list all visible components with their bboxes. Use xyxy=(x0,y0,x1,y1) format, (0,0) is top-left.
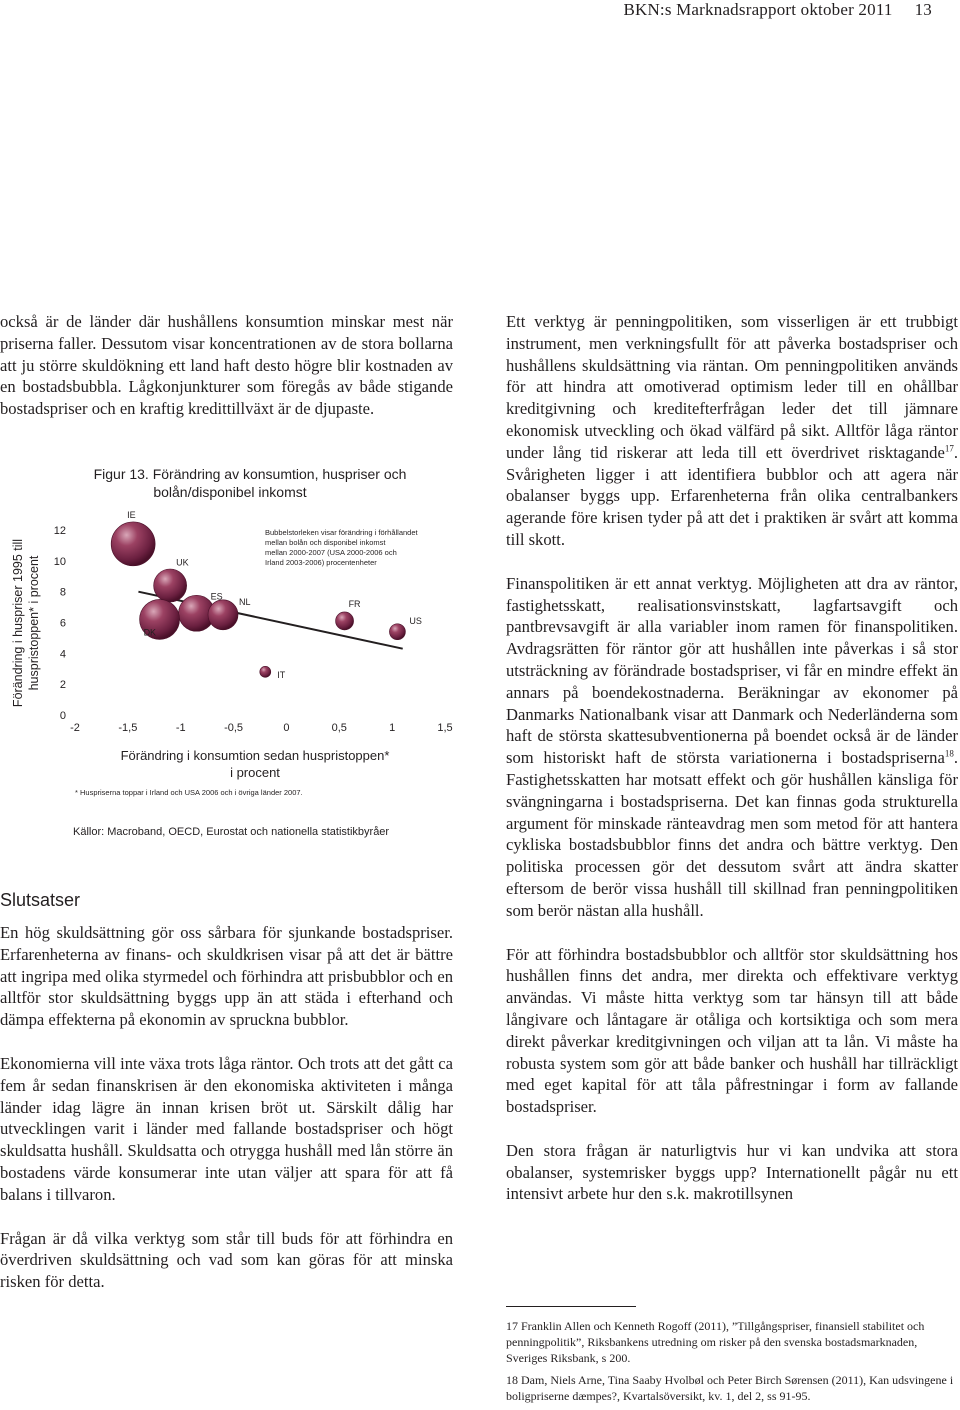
y-tick-label: 6 xyxy=(59,617,66,630)
bubble-nl xyxy=(208,600,238,630)
footnote-divider xyxy=(506,1306,636,1307)
y-tick-label: 12 xyxy=(53,525,66,537)
legend-note-1: Bubbelstorleken visar förändring i förhållandet xyxy=(265,528,418,537)
chart-title-2: bolån/disponibel inkomst xyxy=(153,484,307,500)
paragraph-text: . Fastighetsskatten har motsatt effekt och gör hushållen känsliga för svängningarna i bostadspriserna. Det kan finnas goda strukturella argument för minskade ränteavdrag men som metod för att hantera cykliska bostadsbubblor finns det andra och bättre verktyg. Den politiska processen gör det dessutom svårt att ändra skatter eftersom de berör vissa hushåll till skillnad fran penningpolitiken som berör nästan alla hushåll. xyxy=(506,748,958,920)
figure-13 xyxy=(0,455,470,875)
paragraph-text: Finanspolitiken är ett annat verktyg. Möjligheten att dra av räntor, fastighetsskatt, realisationsvinstskatt, lagfartsavgift och pantbrevsavgift är alla variabler inom ramen för finanspolitiken. Avdragsrätten för räntor gör att hushållen inte påverkas i så stor utsträckning av förändrade bostadspriser, vi får en mindre effekt än annars på boendekostnaderna. Beräkningar av ekonomer på Danmarks Nationalbank visar att Danmark och Nederländerna som haft de största skattesubventionerna på boendet också är de länder som historiskt haft de största variationerna i bostadspriserna xyxy=(506,573,958,768)
x-tick-label: -0,5 xyxy=(224,722,244,734)
bubble-label-uk: UK xyxy=(176,557,189,568)
left-column-bottom xyxy=(0,922,453,1315)
bubble-us xyxy=(389,624,405,640)
x-tick-label: 0,5 xyxy=(331,722,347,734)
y-tick-label: 4 xyxy=(59,648,66,661)
y-axis-label-1: Förändring i huspriser 1995 till xyxy=(11,538,25,708)
y-tick-label: 2 xyxy=(59,679,66,692)
x-axis-label-1: Förändring i konsumtion sedan huspristoppen* xyxy=(120,748,390,763)
x-tick-label: 1 xyxy=(389,722,396,734)
footnote-ref-18[interactable]: 18 xyxy=(944,748,954,759)
footnotes xyxy=(506,1318,958,1410)
figure-source: Källor: Macroband, OECD, Eurostat och nationella statistikbyråer xyxy=(73,826,390,838)
paragraph-text: Ett verktyg är penningpolitiken, som visserligen är ett trubbigt instrument, men verkningsfullt för att påverka bostadspriser och hushållens skuldsättning via räntan. Om penningpolitiken används för att hindra att omotiverad optimism leder till en ohållbar kreditgivning och kreditefterfrågan leder det till jämnare ekonomisk utveckling och ökad välfärd på sikt. Alltför låga räntor under lång tid riskerar att leda till ett överdrivet risktagande xyxy=(506,312,958,462)
paragraph: En hög skuldsättning gör oss sårbara för sjunkande bostadspriser. Erfarenheterna av finans- och skuldkrisen visar på att det är bättre att ingripa med olika styrmedel och förhindra att prisbubblor och en alltför stor skuldsättning byggs upp än att städa i efterhand och dämpa effekterna på ekonomin av spruckna bubblor. xyxy=(0,923,453,1030)
report-title: BKN:s Marknadsrapport oktober 2011 xyxy=(623,0,893,19)
left-column-top xyxy=(0,311,453,442)
footnote-17: 17 Franklin Allen och Kenneth Rogoff (2011), ”Tillgångspriser, finansiell stabilitet och penningpolitik”, Riksbankens utredning om risker på den svenska bostadsmarknaden, Sveriges Riksbank, s 200. xyxy=(506,1319,925,1365)
bubble-label-dk: DK xyxy=(143,627,157,638)
paragraph xyxy=(506,311,958,551)
paragraph: också är de länder där hushållens konsumtion minskar mest när priserna faller. Dessutom visar koncentrationen av de stora bollarna att ju större skuldökning ett land haft desto högre blir kostnaden av en bostadsbubbla. Lågkonjunkturer som föregås av både stigande bostadspriser och en kraftig kredittillväxt är de djupaste. xyxy=(0,312,453,419)
paragraph: Frågan är då vilka verktyg som står till buds för att förhindra en överdriven skuldsättning och vad som kan göras för att minska risken för detta. xyxy=(0,1228,453,1292)
y-axis-label-2: huspristoppen* i procent xyxy=(27,555,41,691)
chart-title-1: Figur 13. Förändring av konsumtion, huspriser och xyxy=(93,466,407,482)
footnote-18: 18 Dam, Niels Arne, Tina Saaby Hvolbøl och Peter Birch Sørensen (2011), Kan udsvingene i boligpriserne dæmpes?, Kvartalsöversikt, kv. 1, del 2, ss 91-95. xyxy=(506,1373,954,1403)
bubble-label-nl: NL xyxy=(239,596,251,607)
paragraph xyxy=(506,573,958,922)
bubble-ie xyxy=(111,522,155,566)
figure-footnote: * Huspriserna toppar i Irland och USA 2006 och i övriga länder 2007. xyxy=(75,788,303,797)
bubble-fr xyxy=(336,612,354,630)
bubble-label-fr: FR xyxy=(348,598,361,609)
section-heading: Slutsatser xyxy=(0,890,81,910)
y-tick-label: 0 xyxy=(59,710,66,722)
x-axis-label-2: i procent xyxy=(230,765,280,780)
x-tick-label: 1,5 xyxy=(437,722,453,734)
legend-note-4: Irland 2003-2006) procentenheter xyxy=(265,558,377,567)
y-tick-label: 10 xyxy=(53,555,66,568)
x-tick-label: -2 xyxy=(70,722,80,734)
paragraph: Ekonomierna vill inte växa trots låga räntor. Och trots att det gått ca fem år sedan finanskrisen är den ekonomiska aktiviteten i många länder idag lägre än innan krisen bröt ut. Särskilt dålig har utvecklingen varit i länder med fallande bostadspriser och högt skuldsatta hushåll. Skuldsatta och otrygga hushåll med lån större än bostadens värde konsumerar inte utan väljer att spara för att få balans i tillvaron. xyxy=(0,1053,453,1204)
bubble-it xyxy=(260,666,271,677)
x-tick-label: 0 xyxy=(283,722,290,734)
legend-note-3: mellan 2000-2007 (USA 2000-2006 och xyxy=(265,548,397,557)
bubble-chart xyxy=(0,455,470,875)
x-tick-label: -1 xyxy=(175,722,186,734)
bubble-label-us: US xyxy=(409,615,422,626)
page-header xyxy=(623,0,932,20)
legend-note-2: mellan bolån och disponibel inkomst xyxy=(265,538,386,547)
bubble-uk xyxy=(154,569,187,602)
bubble-label-ie: IE xyxy=(127,509,136,520)
x-tick-label: -1,5 xyxy=(118,722,138,734)
right-column xyxy=(506,311,958,1227)
page-number: 13 xyxy=(914,0,932,19)
footnote-ref-17[interactable]: 17 xyxy=(944,443,954,454)
paragraph: Den stora frågan är naturligtvis hur vi kan undvika att stora obalanser, systemrisker byggs upp? Internationellt pågår nu ett intensivt arbete hur den s.k. makrotillsynen xyxy=(506,1140,958,1204)
paragraph-text: . Svårigheten ligger i att identifiera bubblor och att agera när obalanser byggs upp. Erfarenheterna från olika centralbankers agerande före krisen tyder på att det i praktiken är svårt att komma till skott. xyxy=(506,442,958,549)
bubble-label-es: ES xyxy=(210,591,223,602)
y-tick-label: 8 xyxy=(59,586,66,599)
bubble-label-it: IT xyxy=(277,669,286,680)
paragraph: För att förhindra bostadsbubblor och alltför stor skuldsättning hos hushållen finns det andra, mer direkta och effektivare verktyg användas. Vi måste hitta verktyg som tar hänsyn till att både långivare och låntagare är otåliga och kortsiktiga och som mera direkt påverkar kreditgivningen och viljan att ta lån. Vi måste ha robusta system som gör att både banker och hushåll har tillräckligt med eget kapital för att tåla påfrestningar i form av fallande bostadspriser. xyxy=(506,944,958,1117)
